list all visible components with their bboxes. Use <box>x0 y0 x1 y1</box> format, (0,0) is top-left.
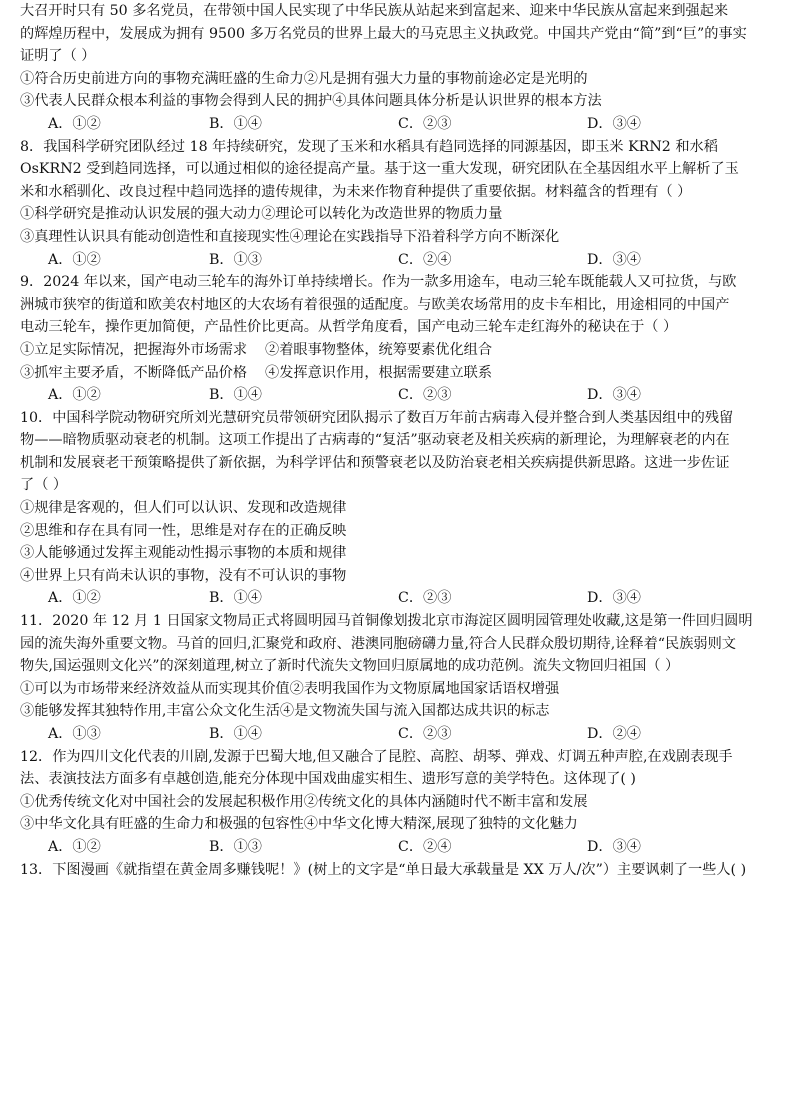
option-c: C．②③ <box>398 726 452 742</box>
question-stem-line: 电动三轮车，操作更加简便，产品性价比更高。从哲学角度看，国产电动三轮车走红海外的秘诀在于（ ） <box>20 319 678 336</box>
exam-page <box>20 0 776 881</box>
question-11 <box>20 610 776 746</box>
statement-line: ①符合历史前进方向的事物充满旺盛的生命力②凡是拥有强大力量的事物前途必定是光明的 <box>20 70 588 87</box>
option-d: D．③④ <box>587 838 641 855</box>
option-a: A．①② <box>48 115 101 132</box>
question-stem-line: 米和水稻驯化、改良过程中趋同选择的遗传规律，为未来作物育种提供了重要依据。材料蕴含的哲理有（ ） <box>20 183 692 200</box>
statement-line: ④世界上只有尚未认识的事物，没有不可认识的事物 <box>20 567 347 584</box>
answer-options <box>20 587 776 610</box>
answer-options <box>20 249 776 272</box>
option-c: C．②④ <box>398 251 452 268</box>
question-stem-line: 法、表演技法方面多有卓越创造,能充分体现中国戏曲虚实相生、遗形写意的美学特色。这体现了( ) <box>20 771 636 788</box>
option-c: C．②④ <box>398 838 452 855</box>
statement-line: ①立足实际情况，把握海外市场需求 ②着眼事物整体，统筹要素优化组合 <box>20 341 493 358</box>
option-b: B．①③ <box>209 838 262 855</box>
question-stem-line: 13．下图漫画《就指望在黄金周多赚钱呢！》(树上的文字是“单日最大承载量是 XX 万人/次”）主要讽刺了一些人( ) <box>20 861 747 878</box>
statement-line: ②思维和存在具有同一性，思维是对存在的正确反映 <box>20 522 347 539</box>
option-b: B．①④ <box>209 115 262 132</box>
option-b: B．①④ <box>209 726 262 742</box>
option-b: B．①④ <box>209 590 262 607</box>
option-b: B．①③ <box>209 251 262 268</box>
option-d: D．③④ <box>587 115 641 132</box>
question-stem-line: 的辉煌历程中，发展成为拥有 9500 多万名党员的世界上最大的马克思主义执政党。中国共产党由“简”到“巨”的事实 <box>20 25 747 42</box>
option-d: D．②④ <box>587 726 641 742</box>
question-stem-line: 园的流失海外重要文物。马首的回归,汇聚党和政府、港澳同胞磅礴力量,符合人民群众殷切期待,诠释着“民族弱则文 <box>20 635 736 652</box>
statement-line: ①规律是客观的，但人们可以认识、发现和改造规律 <box>20 500 347 517</box>
question-stem-line: OsKRN2 受到趋同选择，可以通过相似的途径提高产量。基于这一重大发现，研究团队在全基因组水平上解析了玉 <box>20 161 739 178</box>
question-13 <box>20 859 776 882</box>
statement-line: ③人能够通过发挥主观能动性揭示事物的本质和规律 <box>20 545 347 562</box>
statement-line: ③能够发挥其独特作用,丰富公众文化生活④是文物流失国与流入国都达成共识的标志 <box>20 703 550 720</box>
question-9 <box>20 271 776 407</box>
statement-line: ①优秀传统文化对中国社会的发展起积极作用②传统文化的具体内涵随时代不断丰富和发展 <box>20 793 588 810</box>
statement-line: ③代表人民群众根本利益的事物会得到人民的拥护④具体问题具体分析是认识世界的根本方法 <box>20 93 602 110</box>
question-stem-line: 证明了（ ） <box>20 48 96 65</box>
question-stem-line: 8．我国科学研究团队经过 18 年持续研究，发现了玉米和水稻具有趋同选择的同源基因，即玉米 KRN2 和水稻 <box>20 138 718 155</box>
option-a: A．①② <box>48 387 101 404</box>
statement-line: ③中华文化具有旺盛的生命力和极强的包容性④中华文化博大精深,展现了独特的文化魅力 <box>20 816 578 833</box>
question-stem-line: 了（ ） <box>20 477 68 494</box>
option-c: C．②③ <box>398 590 452 607</box>
question-stem-line: 大召开时只有 50 多名党员，在带领中国人民实现了中华民族从站起来到富起来、迎来中华民族从富起来到强起来 <box>20 3 729 19</box>
answer-options <box>20 384 776 407</box>
option-a: A．①② <box>48 251 101 268</box>
question-stem-line: 12．作为四川文化代表的川剧,发源于巴蜀大地,但又融合了昆腔、高腔、胡琴、弹戏、灯调五种声腔,在戏剧表现手 <box>20 748 733 765</box>
question-stem-line: 11．2020 年 12 月 1 日国家文物局正式将圆明园马首铜像划拨北京市海淀区圆明园管理处收藏,这是第一件回归圆明 <box>20 613 753 630</box>
question-stem-line: 洲城市狭窄的街道和欧美农村地区的大农场有着很强的适配度。与欧美农场常用的皮卡车相比，用途相同的中国产 <box>20 296 730 313</box>
option-a: A．①② <box>48 838 101 855</box>
question-stem-line: 9．2024 年以来，国产电动三轮车的海外订单持续增长。作为一款多用途车，电动三轮车既能载人又可拉货，与欧 <box>20 274 737 291</box>
statement-line: ①科学研究是推动认识发展的强大动力②理论可以转化为改造世界的物质力量 <box>20 206 503 223</box>
question-stem-line: 10．中国科学院动物研究所刘光慧研究员带领研究团队揭示了数百万年前古病毒入侵并整合到人类基因组中的残留 <box>20 409 734 426</box>
option-d: D．③④ <box>587 387 641 404</box>
question-12 <box>20 746 776 859</box>
question-stem-line: 物——暗物质驱动衰老的机制。这项工作提出了古病毒的“复活”驱动衰老及相关疾病的新理论，为理解衰老的内在 <box>20 432 730 449</box>
option-c: C．②③ <box>398 115 452 132</box>
question-8 <box>20 136 776 272</box>
question-10 <box>20 407 776 610</box>
answer-options <box>20 836 776 859</box>
answer-options <box>20 723 776 746</box>
statement-line: ③真理性认识具有能动创造性和直接现实性④理论在实践指导下沿着科学方向不断深化 <box>20 228 560 245</box>
option-c: C．②③ <box>398 387 452 404</box>
answer-options <box>20 113 776 136</box>
option-d: D．③④ <box>587 590 641 607</box>
statement-line: ③抓牢主要矛盾，不断降低产品价格 ④发挥意识作用，根据需要建立联系 <box>20 364 493 381</box>
question-stem-line: 机制和发展衰老干预策略提供了新依据，为科学评估和预警衰老以及防治衰老相关疾病提供新思路。这进一步佐证 <box>20 454 730 471</box>
option-a: A．①② <box>48 590 101 607</box>
question-stem-line: 物失,国运强则文化兴”的深刻道理,树立了新时代流失文物回归原属地的成功范例。流失文物回归祖国（ ） <box>20 658 680 675</box>
question-7 <box>20 0 776 136</box>
option-a: A．①③ <box>48 726 101 742</box>
statement-line: ①可以为市场带来经济效益从而实现其价值②表明我国作为文物原属地国家话语权增强 <box>20 680 560 697</box>
option-d: D．③④ <box>587 251 641 268</box>
option-b: B．①④ <box>209 387 262 404</box>
